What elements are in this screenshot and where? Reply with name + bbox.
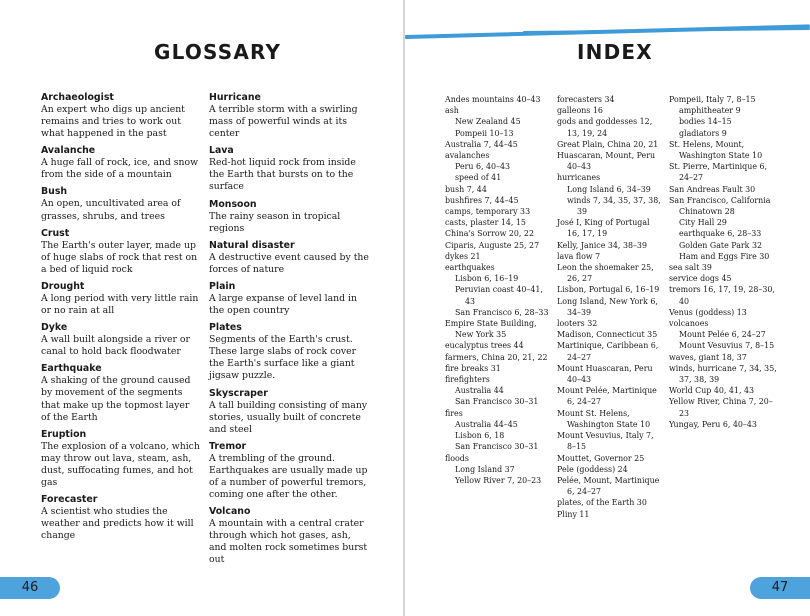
index-title: INDEX	[577, 40, 653, 64]
index-entry: fire breaks 31	[445, 363, 501, 373]
index-subentry: City Hall 29	[679, 218, 727, 228]
index-subentry: Peruvian coast 40–41, 43	[455, 285, 543, 306]
index-subentry: Long Island 37	[455, 464, 515, 474]
index-entry: service dogs 45	[669, 274, 732, 284]
index-entry: Yungay, Peru 6, 40–43	[669, 419, 757, 429]
index-entry: Yellow River, China 7, 20–23	[669, 397, 773, 418]
glossary-term: Archaeologist	[41, 92, 114, 103]
glossary-term: Earthquake	[41, 363, 102, 375]
index-subentry: Lisbon 6, 16–19	[455, 274, 519, 284]
glossary-term: Dyke	[41, 322, 68, 334]
index-entry: plates, of the Earth 30	[557, 498, 647, 508]
glossary-term: Skyscraper	[209, 387, 268, 399]
index-entry: looters 32	[557, 319, 598, 329]
glossary-term: Avalanche	[41, 145, 96, 157]
index-subentry: winds 7, 34, 35, 37, 38, 39	[567, 195, 661, 217]
glossary-column-1	[41, 92, 201, 547]
page-number-tab-right: 47	[750, 577, 810, 599]
index-entry: Pliny 11	[557, 509, 590, 519]
index-subentry: Peru 6, 40–43	[455, 162, 511, 172]
decorative-stripe-thin	[523, 28, 810, 33]
glossary-term: Crust	[41, 227, 70, 239]
glossary-definition: The explosion of a volcano, which may throw out lava, steam, ash, dust, suffocating fumes, and hot gas	[41, 440, 200, 488]
index-entry: Martinique, Caribbean 6, 24–27	[557, 341, 659, 362]
glossary-definition: A shaking of the ground caused by movement of the segments that make up the topmost layer of the Earth	[41, 375, 191, 423]
index-subentry: Long Island 6, 34–39	[567, 184, 651, 194]
index-entry: Andes mountains 40–43	[445, 95, 541, 104]
index-entry: Lisbon, Portugal 6, 16–19	[557, 285, 660, 295]
index-subentry: Lisbon 6, 18	[455, 431, 505, 441]
index-entry: Leon the shoemaker 25, 26, 27	[557, 263, 654, 284]
index-entry: Mount St. Helens, Washington State 10	[557, 408, 651, 429]
index-subentry: bodies 14–15	[679, 117, 732, 127]
index-subentry: Yellow River 7, 20–23	[455, 475, 542, 485]
glossary-term: Eruption	[41, 428, 87, 440]
index-entry: dykes 21	[445, 251, 481, 261]
index-entry: Huascaran, Mount, Peru 40–43	[557, 151, 656, 172]
glossary-term: Bush	[41, 186, 68, 198]
glossary-term: Plain	[209, 280, 236, 292]
index-subentry: Chinatown 28	[679, 207, 735, 217]
index-column-1	[445, 94, 551, 486]
index-subentry: amphitheater 9	[679, 106, 741, 116]
index-subentry: New Zealand 45	[455, 117, 521, 127]
index-entry: bushfires 7, 44–45	[445, 195, 519, 205]
index-entry: winds, hurricane 7, 34, 35, 37, 38, 39	[669, 363, 777, 385]
index-entry: avalanches	[445, 151, 490, 161]
index-entry: Mount Vesuvius, Italy 7, 8–15	[557, 431, 654, 452]
glossary-definition: A huge fall of rock, ice, and snow from the side of a mountain	[41, 157, 199, 181]
index-entry: bush 7, 44	[445, 184, 487, 194]
glossary-term: Forecaster	[41, 494, 98, 506]
page-number-tab-left: 46	[0, 577, 60, 599]
index-entry: Venus (goddess) 13	[669, 307, 747, 317]
glossary-definition: Segments of the Earth's crust. These large slabs of rock cover the Earth's surface like a giant jigsaw puzzle.	[209, 334, 357, 382]
index-entry: Pelée, Mount, Martinique 6, 24–27	[557, 475, 660, 497]
index-entry: camps, temporary 33	[445, 207, 531, 217]
index-entry: China's Sorrow 20, 22	[445, 229, 534, 239]
index-subentry: earthquake 6, 28–33	[679, 229, 762, 239]
glossary-page	[0, 0, 402, 616]
glossary-term: Drought	[41, 280, 85, 292]
index-entry: José I, King of Portugal 16, 17, 19	[557, 218, 650, 239]
glossary-term: Monsoon	[209, 198, 257, 210]
glossary-definition: A mountain with a central crater through which hot gases, ash, and molten rock sometimes burst out	[209, 518, 368, 566]
glossary-definition: A terrible storm with a swirling mass of powerful winds at its center	[209, 104, 358, 140]
index-entry: forecasters 34	[557, 95, 615, 104]
index-entry: Pele (goddess) 24	[557, 464, 628, 474]
glossary-definition: A trembling of the ground. Earthquakes are usually made up of a number of powerful tremors, coming one after the other.	[209, 452, 368, 501]
glossary-term: Natural disaster	[209, 239, 295, 251]
glossary-term: Plates	[209, 322, 242, 334]
index-entry: Madison, Connecticut 35	[557, 330, 658, 340]
index-entry: lava flow 7	[557, 251, 601, 261]
glossary-term: Lava	[209, 145, 234, 157]
index-entry: San Andreas Fault 30	[669, 184, 756, 194]
index-entry: tremors 16, 17, 19, 28–30, 40	[669, 285, 775, 306]
index-entry: Mount Pelée, Martinique 6, 24–27	[557, 386, 657, 407]
index-entry: St. Helens, Mount, Washington State 10	[669, 139, 763, 161]
index-subentry: gladiators 9	[679, 128, 727, 138]
index-subentry: Pompeii 10–13	[455, 128, 514, 138]
index-subentry: San Francisco 30–31	[455, 442, 539, 452]
glossary-definition: A long period with very little rain or no rain at all	[41, 292, 199, 317]
index-column-3	[669, 94, 779, 430]
index-entry: earthquakes	[445, 263, 495, 273]
index-entry: Mount Huascaran, Peru 40–43	[557, 363, 653, 385]
index-entry: ash	[445, 106, 459, 116]
index-entry: Ciparis, Auguste 25, 27	[445, 240, 540, 250]
index-column-2	[557, 94, 663, 520]
index-entry: Kelly, Janice 34, 38–39	[557, 240, 647, 250]
index-subentry: San Francisco 30–31	[455, 397, 539, 407]
index-entry: eucalyptus trees 44	[445, 341, 524, 351]
index-subentry: Australia 44–45	[455, 419, 518, 429]
glossary-definition: An expert who digs up ancient remains and tries to work out what happened in the past	[41, 104, 185, 140]
index-subentry: Australia 44	[455, 386, 504, 396]
glossary-definition: The rainy season in tropical regions	[209, 210, 341, 234]
index-entry: Long Island, New York 6, 34–39	[557, 296, 658, 317]
index-subentry: speed of 41	[455, 173, 502, 183]
index-subentry: Mount Pelée 6, 24–27	[679, 330, 766, 340]
index-entry: firefighters	[445, 375, 490, 385]
glossary-definition: A destructive event caused by the forces of nature	[209, 251, 369, 275]
glossary-definition: An open, uncultivated area of grasses, shrubs, and trees	[41, 198, 181, 222]
index-page	[405, 0, 810, 616]
index-entry: Empire State Building, New York 35	[445, 319, 537, 340]
index-subentry: Mount Vesuvius 7, 8–15	[679, 341, 775, 351]
index-entry: farmers, China 20, 21, 22	[445, 352, 548, 362]
index-entry: gods and goddesses 12, 13, 19, 24	[557, 117, 653, 138]
index-entry: galleons 16	[557, 106, 603, 116]
index-entry: Great Plain, China 20, 21	[557, 139, 659, 149]
index-entry: sea salt 39	[669, 263, 712, 273]
index-entry: Pompeii, Italy 7, 8–15	[669, 95, 756, 104]
glossary-definition: The Earth's outer layer, made up of huge slabs of rock that rest on a bed of liquid rock	[41, 239, 198, 275]
index-entry: casts, plaster 14, 15	[445, 218, 526, 228]
index-entry: Mouttet, Governor 25	[557, 453, 645, 463]
index-subentry: Golden Gate Park 32	[679, 240, 763, 250]
glossary-term: Volcano	[209, 506, 251, 518]
glossary-definition: A scientist who studies the weather and predicts how it will change	[41, 506, 194, 542]
index-entry: Australia 7, 44–45	[445, 139, 518, 149]
glossary-definition: A large expanse of level land in the open country	[209, 292, 358, 317]
glossary-column-2	[209, 92, 369, 572]
glossary-definition: Red-hot liquid rock from inside the Earth that bursts on to the surface	[209, 157, 356, 193]
glossary-definition: A wall built alongside a river or canal to hold back floodwater	[41, 334, 190, 358]
index-entry: volcanoes	[669, 319, 709, 329]
index-entry: hurricanes	[557, 173, 601, 183]
index-entry: fires	[445, 408, 463, 418]
index-entry: World Cup 40, 41, 43	[669, 386, 755, 396]
index-subentry: Ham and Eggs Fire 30	[679, 251, 770, 261]
glossary-title: GLOSSARY	[154, 40, 282, 64]
index-entry: St. Pierre, Martinique 6, 24–27	[669, 162, 768, 183]
index-entry: waves, giant 18, 37	[669, 352, 747, 362]
index-entry: San Francisco, California	[669, 195, 771, 205]
glossary-definition: A tall building consisting of many stories, usually built of concrete and steel	[209, 399, 368, 435]
glossary-term: Tremor	[209, 440, 247, 452]
glossary-term: Hurricane	[209, 92, 261, 103]
index-entry: floods	[445, 453, 469, 463]
index-subentry: San Francisco 6, 28–33	[455, 307, 549, 317]
